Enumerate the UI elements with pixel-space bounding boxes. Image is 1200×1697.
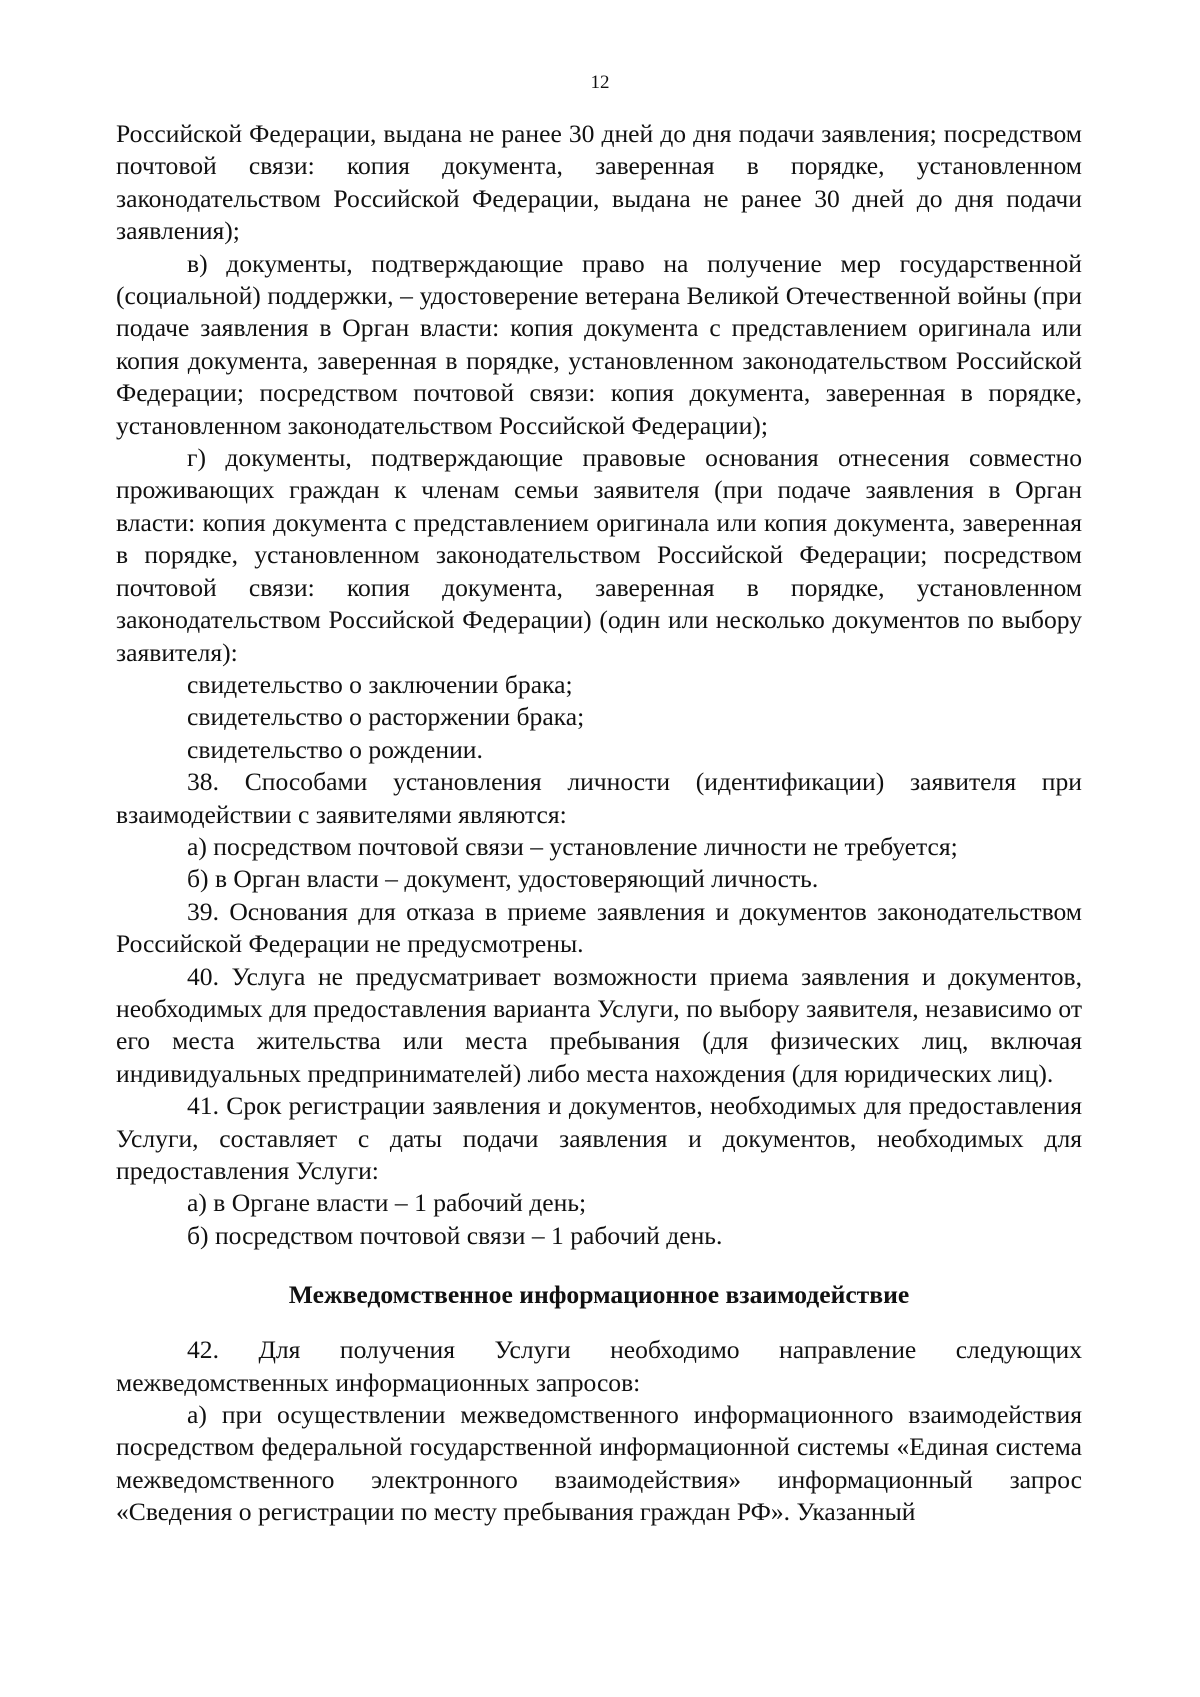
page-number: 12 [590, 72, 610, 93]
paragraph-40: 40. Услуга не предусматривает возможности приема заявления и документов, необходимых для предоставления варианта Услуги, по выбору заявителя, независимо от его места жительства или места пребывания (для физических лиц, включая индивидуальных предпринимателей) либо места нахождения (для юридических лиц). [116, 961, 1082, 1088]
paragraph: Российской Федерации, выдана не ранее 30 дней до дня подачи заявления; посредством почтовой связи: копия документа, заверенная в порядке, установленном законодательством Российской Федерации, выдана не ранее 30 дней до дня подачи заявления); [116, 119, 1082, 246]
paragraph-item-v: в) документы, подтверждающие право на получение мер государственной (социальной) поддержки, – удостоверение ветерана Великой Отечественной войны (при подаче заявления в Орган власти: копия документа с представлением оригинала или копия документа, заверенная в порядке, установленном законодательством Российской Федерации; посредством почтовой связи: копия документа, заверенная в порядке, установленном законодательством Российской Федерации); [116, 248, 1082, 440]
paragraph-39: 39. Основания для отказа в приеме заявления и документов законодательством Российской Федерации не предусмотрены. [116, 896, 1082, 959]
list-item: б) посредством почтовой связи – 1 рабочий день. [187, 1220, 723, 1250]
list-item: свидетельство о расторжении брака; [187, 702, 585, 732]
list-item: свидетельство о заключении брака; [187, 669, 573, 699]
paragraph-41: 41. Срок регистрации заявления и документов, необходимых для предоставления Услуги, составляет с даты подачи заявления и документов, необходимых для предоставления Услуги: [116, 1091, 1082, 1185]
list-item: б) в Орган власти – документ, удостоверяющий личность. [187, 864, 819, 894]
list-item: а) в Органе власти – 1 рабочий день; [187, 1188, 587, 1218]
paragraph-38: 38. Способами установления личности (идентификации) заявителя при взаимодействии с заявителями являются: [116, 767, 1082, 829]
list-item: а) посредством почтовой связи – установление личности не требуется; [187, 831, 958, 861]
paragraph-item-g: г) документы, подтверждающие правовые основания отнесения совместно проживающих граждан к членам семьи заявителя (при подаче заявления в Орган власти: копия документа с представлением оригинала или копия документа, заверенная в порядке, установленном законодательством Российской Федерации; посредством почтовой связи: копия документа, заверенная в порядке, установленном законодательством Российской Федерации) (один или несколько документов по выбору заявителя): [116, 443, 1082, 667]
section-heading: Межведомственное информационное взаимодействие [288, 1280, 910, 1310]
list-item: свидетельство о рождении. [187, 734, 483, 764]
document-body [116, 118, 1082, 1529]
paragraph-42: 42. Для получения Услуги необходимо направление следующих межведомственных информационных запросов: [116, 1335, 1082, 1397]
paragraph-item-a: а) при осуществлении межведомственного информационного взаимодействия посредством федеральной государственной информационной системы «Единая система межведомственного электронного взаимодействия» информационный запрос «Сведения о регистрации по месту пребывания граждан РФ». Указанный [116, 1400, 1082, 1527]
